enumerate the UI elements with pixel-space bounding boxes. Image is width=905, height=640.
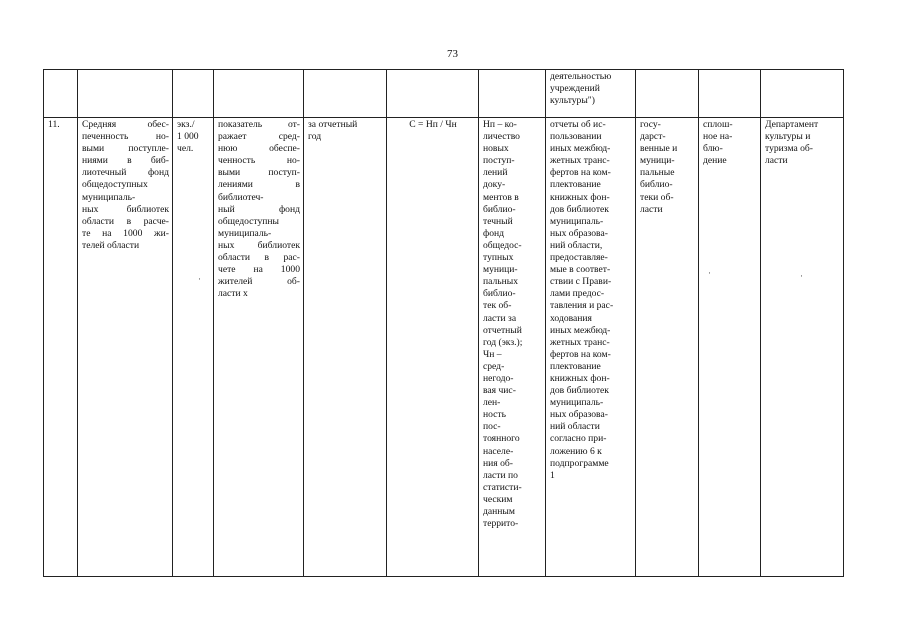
- text-line: предоставляе-: [550, 252, 608, 264]
- text-line: нюю обеспе-: [218, 143, 300, 155]
- text-line: муници-: [483, 264, 518, 276]
- cell-num-top: [44, 70, 78, 118]
- text-line: лами предос-: [550, 288, 605, 300]
- text-line: венные и: [640, 143, 678, 155]
- text-line: лений: [483, 167, 508, 179]
- text-line: выми поступ-: [218, 167, 300, 179]
- text-line: фертов на ком-: [550, 167, 611, 179]
- text-line: ченность но-: [218, 155, 300, 167]
- text-line: тоянного: [483, 433, 520, 445]
- text-line: дов библиотек: [550, 385, 609, 397]
- text-line: муниципаль-: [550, 397, 604, 409]
- text-line: отчеты об ис-: [550, 119, 606, 130]
- text-line: лен-: [483, 397, 501, 409]
- text-line: жителей об-: [218, 276, 300, 288]
- text-line: печенность но-: [82, 131, 169, 143]
- text-line: доку-: [483, 179, 506, 191]
- speck-mark: ·: [198, 274, 201, 284]
- cell-period: [304, 118, 387, 577]
- text-line: согласно при-: [550, 433, 607, 445]
- text-line: 1 000: [177, 131, 199, 143]
- cell-vars-top: [479, 70, 546, 118]
- text-line: библио-: [640, 179, 673, 191]
- text-line: ных образова-: [550, 409, 608, 421]
- text-line: поступ-: [483, 155, 515, 167]
- text-line: пользовании: [550, 131, 602, 143]
- text-line: культуры"): [550, 95, 595, 107]
- text-line: культуры и: [765, 131, 811, 143]
- text-line: жетных транс-: [550, 336, 610, 348]
- text-line: негодо-: [483, 372, 514, 384]
- text-line: лениями в: [218, 179, 300, 191]
- text-line: области в расче-: [82, 215, 169, 227]
- text-line: мые в соответ-: [550, 264, 611, 276]
- text-line: ных библиотек: [82, 203, 169, 215]
- text-line: книжных фон-: [550, 372, 610, 384]
- text-line: пальные: [640, 167, 675, 179]
- text-line: тупных: [483, 252, 514, 264]
- text-line: течный: [483, 215, 513, 227]
- text-line: ния об-: [483, 457, 513, 469]
- text-line: дение: [703, 155, 727, 167]
- text-line: чел.: [177, 143, 194, 155]
- text-line: ласти за: [483, 312, 517, 324]
- cell-method: [699, 118, 761, 577]
- text-line: ласти: [640, 203, 663, 215]
- text-line: Чн –: [483, 348, 502, 360]
- text-line: теки об-: [640, 191, 674, 203]
- text-line: Департамент: [765, 119, 819, 130]
- cell-unit: [173, 118, 214, 577]
- text-line: госу-: [640, 119, 661, 130]
- text-line: ражает сред-: [218, 131, 300, 143]
- text-line: пос-: [483, 421, 501, 433]
- text-line: чете на 1000: [218, 264, 300, 276]
- text-line: телей области: [82, 239, 140, 251]
- text-line: за отчетный: [308, 119, 358, 130]
- speck-mark: ·: [708, 268, 711, 278]
- cell-indicator-name: [78, 118, 173, 577]
- text-line: ствии с Прави-: [550, 276, 612, 288]
- text-line: вая чис-: [483, 385, 516, 397]
- table-row-continuation: [44, 70, 844, 118]
- text-line: дарст-: [640, 131, 666, 143]
- text-line: ниями в биб-: [82, 155, 169, 167]
- text-line: библио-: [483, 203, 516, 215]
- text-line: учреждений: [550, 83, 600, 95]
- page-number: 73: [447, 48, 458, 60]
- cell-source: [546, 118, 636, 577]
- text-line: ческим: [483, 493, 513, 505]
- cell-source-top: [546, 70, 636, 118]
- text-line: отчетный: [483, 324, 522, 336]
- text-line: ное на-: [703, 131, 733, 143]
- text-line: лиотечный фонд: [82, 167, 169, 179]
- text-line: иных межбюд-: [550, 324, 611, 336]
- text-line: пальных: [483, 276, 519, 288]
- text-line: блю-: [703, 143, 723, 155]
- text-line: муниципаль-: [218, 227, 272, 239]
- text-line: ментов в: [483, 191, 519, 203]
- cell-unit-top: [173, 70, 214, 118]
- cell-method-top: [699, 70, 761, 118]
- text-line: 1: [550, 469, 555, 481]
- cell-owner: [636, 118, 699, 577]
- text-line: муниципаль-: [82, 191, 136, 203]
- text-line: личество: [483, 131, 520, 143]
- cell-row-number: 11.: [44, 118, 78, 577]
- text-line: ласти х: [218, 288, 248, 300]
- text-line: экз./: [177, 119, 195, 130]
- text-line: ний области,: [550, 239, 603, 251]
- table-row-indicator-11: [44, 118, 844, 577]
- text-line: библиотеч-: [218, 191, 264, 203]
- text-line: новых: [483, 143, 509, 155]
- text-line: данным: [483, 506, 515, 517]
- text-line: плектование: [550, 179, 601, 191]
- text-line: тавления и рас-: [550, 300, 614, 312]
- text-line: ложению 6 к: [550, 445, 602, 457]
- text-line: общедоступных: [82, 179, 148, 191]
- text-line: библио-: [483, 288, 516, 300]
- indicator-table: [43, 69, 844, 577]
- text-line: ласти по: [483, 469, 518, 481]
- cell-formula-top: [387, 70, 479, 118]
- text-line: ный фонд: [218, 203, 300, 215]
- text-line: туризма об-: [765, 143, 813, 155]
- text-line: общедос-: [483, 239, 522, 251]
- text-line: статисти-: [483, 481, 522, 493]
- text-line: тек об-: [483, 300, 512, 312]
- text-line: ных библиотек: [218, 239, 300, 251]
- cell-responsible: [761, 118, 844, 577]
- text-line: населе-: [483, 445, 514, 457]
- cell-description: [214, 118, 304, 577]
- cell-period-top: [304, 70, 387, 118]
- text-line: сплош-: [703, 119, 733, 130]
- cell-owner-top: [636, 70, 699, 118]
- cell-name-top: [78, 70, 173, 118]
- text-line: год: [308, 131, 322, 143]
- speck-mark: ·: [800, 271, 803, 281]
- cell-resp-top: [761, 70, 844, 118]
- text-line: ний области: [550, 421, 600, 433]
- cell-desc-top: [214, 70, 304, 118]
- text-line: фонд: [483, 227, 505, 239]
- text-line: террито-: [483, 518, 519, 530]
- text-line: общедоступны: [218, 215, 279, 227]
- text-line: ность: [483, 409, 506, 421]
- cell-formula: С = Нп / Чн: [387, 118, 479, 577]
- text-line: жетных транс-: [550, 155, 610, 167]
- text-line: ных образова-: [550, 227, 608, 239]
- text-line: муници-: [640, 155, 675, 167]
- text-line: показатель от-: [218, 119, 300, 130]
- text-line: ласти: [765, 155, 788, 167]
- text-line: муниципаль-: [550, 215, 604, 227]
- text-line: дов библиотек: [550, 203, 609, 215]
- text-line: области в рас-: [218, 252, 300, 264]
- text-line: фертов на ком-: [550, 348, 611, 360]
- text-line: сред-: [483, 360, 505, 372]
- text-line: книжных фон-: [550, 191, 610, 203]
- text-line: подпрограмме: [550, 457, 609, 469]
- text-line: те на 1000 жи-: [82, 227, 169, 239]
- text-line: выми поступле-: [82, 143, 169, 155]
- text-line: плектование: [550, 360, 601, 372]
- cell-variables: [479, 118, 546, 577]
- text-line: деятельностью: [550, 71, 612, 82]
- text-line: год (экз.);: [483, 336, 523, 348]
- text-line: Нп – ко-: [483, 119, 517, 130]
- text-line: Средняя обес-: [82, 119, 169, 130]
- text-line: иных межбюд-: [550, 143, 611, 155]
- text-line: ходования: [550, 312, 592, 324]
